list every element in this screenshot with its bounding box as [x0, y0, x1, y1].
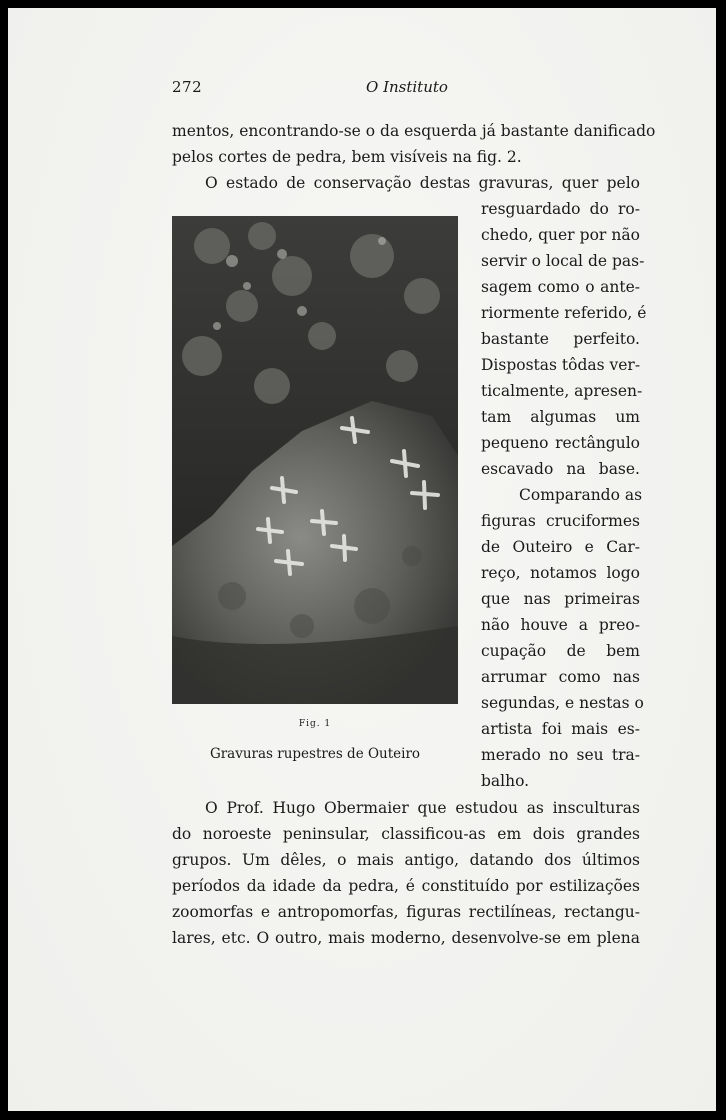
- rock-engraving-photo: [172, 216, 458, 704]
- text-line: O estado de conservação destas gravuras, quer pelo: [205, 174, 640, 192]
- text-line: não houve a preo-: [481, 616, 640, 634]
- text-line: grupos. Um dêles, o mais antigo, datando dos últimos: [172, 851, 640, 869]
- text-line: pelos cortes de pedra, bem visíveis na fig. 2.: [172, 148, 522, 166]
- text-line: Comparando as: [519, 486, 643, 504]
- text-line: artista foi mais es-: [481, 720, 640, 738]
- running-head: O Instituto: [366, 78, 448, 96]
- text-line: segundas, e nestas o: [481, 694, 644, 712]
- text-line: balho.: [481, 772, 530, 790]
- text-line: resguardado do ro-: [481, 200, 640, 218]
- text-line: chedo, quer por não: [481, 226, 640, 244]
- text-line: períodos da idade da pedra, é constituído por estilizações: [172, 877, 640, 895]
- text-line: tam algumas um: [481, 408, 640, 426]
- text-line: de Outeiro e Car-: [481, 538, 640, 556]
- text-line: mentos, encontrando-se o da esquerda já bastante danificado: [172, 122, 656, 140]
- text-line: do noroeste peninsular, classificou-as em dois grandes: [172, 825, 640, 843]
- text-line: merado no seu tra-: [481, 746, 640, 764]
- text-line: O Prof. Hugo Obermaier que estudou as insculturas: [205, 799, 640, 817]
- figure-caption: Gravuras rupestres de Outeiro: [209, 746, 421, 762]
- text-line: pequeno rectângulo: [481, 434, 640, 452]
- text-line: Dispostas tôdas ver-: [481, 356, 641, 374]
- text-line: arrumar como nas: [481, 668, 640, 686]
- text-line: ticalmente, apresen-: [481, 382, 643, 400]
- text-line: reço, notamos logo: [481, 564, 640, 582]
- page-number: 272: [172, 78, 203, 96]
- text-line: servir o local de pas-: [481, 252, 645, 270]
- text-line: riormente referido, é: [481, 304, 647, 322]
- text-line: zoomorfas e antropomorfas, figuras rectilíneas, rectangu-: [172, 903, 640, 921]
- text-line: escavado na base.: [481, 460, 640, 478]
- text-line: cupação de bem: [481, 642, 640, 660]
- text-line: lares, etc. O outro, mais moderno, desenvolve-se em plena: [172, 929, 640, 947]
- text-line: que nas primeiras: [481, 590, 640, 608]
- text-line: bastante perfeito.: [481, 330, 640, 348]
- text-line: figuras cruciformes: [481, 512, 640, 530]
- figure-label: Fig. 1: [298, 719, 332, 729]
- text-line: sagem como o ante-: [481, 278, 640, 296]
